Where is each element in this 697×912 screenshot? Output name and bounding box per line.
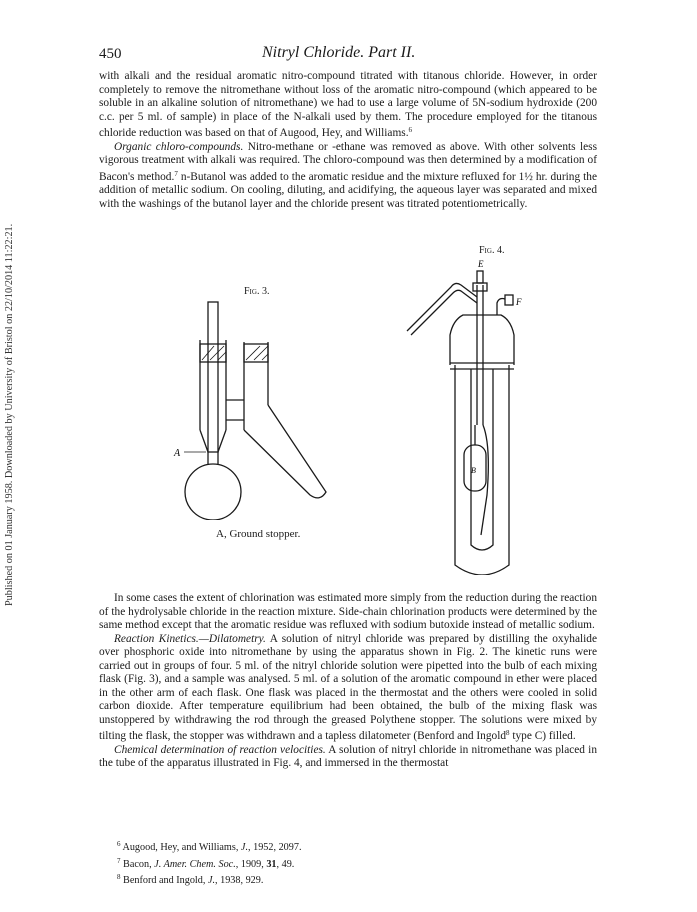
figure-3-caption: A, Ground stopper. bbox=[216, 528, 301, 540]
paragraph-dilatometry: Reaction Kinetics.—Dilatometry. A solution of nitryl chloride was prepared by distilling the oxyhalide over phosphoric oxide into nitromethane by using the apparatus shown in Fig. 2. The kinetic runs were carried out in groups of four. 5 ml. of the nitryl chloride solution were pipetted into the bulb of each mixing flask (Fig. 3), and a sample was analysed. 5 ml. of a solution of the aromatic compound in ether were placed in the other arm of each flask. One flask was placed in the thermostat and the others were cooled in solid carbon dioxide. After temperature equilibrium had been obtained, the bulb of the mixing flask was unstoppered by withdrawing the rod through the greased Polythene stopper. The solutions were mixed by tilting the flask, the stopper was withdrawn and a tapless dilatometer (Benford and Ingold$^8$ type C) filled. bbox=[99, 632, 597, 742]
footnote-8: $^8$ Benford and Ingold, J., 1938, 929. bbox=[117, 873, 264, 887]
section-heading: Chemical determination of reaction velocities. bbox=[114, 743, 326, 756]
paragraph-chloro-compounds: Organic chloro-compounds. Nitro-methane or -ethane was removed as above. With other solvents less vigorous treatment with alkali was required. The chloro-compound was then determined by a modification of Bacon's method.$^7$ n-Butanol was added to the aromatic residue and the mixture refluxed for 1½ hr. during the addition of metallic sodium. On cooling, diluting, and acidifying, the aqueous layer was separated and mixed with the washings of the butanol layer and the chloride present was titrated potentiometrically. bbox=[99, 140, 597, 210]
footnotes bbox=[117, 838, 301, 888]
paragraph-chlorination-estimate: In some cases the extent of chlorination was estimated more simply from the reduction during the reaction of the hydrolysable chloride in the reaction mixture. Side-chain chlorination products were determined by the same method except that the aromatic residue was refluxed with sodium butoxide instead of metallic sodium. bbox=[99, 592, 597, 631]
section-heading: Organic chloro-compounds. bbox=[114, 140, 244, 153]
paragraph-titanous-reduction: with alkali and the residual aromatic nitro-compound titrated with titanous chloride. However, in order completely to remove the nitromethane without loss of the aromatic nitro-compound (which appeared to be soluble in an alkaline solution of nitromethane) we had to use a large volume of 5N-sodium hydroxide (200 c.c. per 5 ml. of sample) in place of the N-alkali used by them. The procedure employed for the titanous chloride reduction was based on that of Augood, Hey, and Williams.$^6$ bbox=[99, 70, 597, 139]
footnote-ref: 7 bbox=[174, 169, 178, 178]
top-text-block bbox=[99, 70, 597, 211]
label-f: F bbox=[516, 297, 522, 307]
running-title: Nitryl Chloride. Part II. bbox=[262, 44, 416, 61]
label-a: A bbox=[174, 448, 181, 459]
footnote-ref: 6 bbox=[408, 126, 413, 134]
figure-4 bbox=[395, 245, 555, 590]
footnote-7: $^7$ Bacon, J. Amer. Chem. Soc., 1909, 31, 49. bbox=[117, 856, 295, 870]
section-heading: Reaction Kinetics.—Dilatometry. bbox=[114, 632, 266, 645]
mixing-flask-drawing bbox=[170, 280, 370, 520]
reaction-vessel-drawing bbox=[395, 245, 555, 575]
figure-3 bbox=[170, 280, 370, 550]
download-watermark-text: Published on 01 January 1958. Downloaded by University of Bristol on 22/10/2014 11:22:21. bbox=[4, 223, 15, 606]
bottom-text-block bbox=[99, 592, 597, 771]
page-number: 450 bbox=[99, 46, 122, 62]
label-e: E bbox=[478, 259, 484, 269]
download-watermark bbox=[4, 86, 16, 606]
paragraph-chemical-determination: Chemical determination of reaction velocities. A solution of nitryl chloride in nitromethane was placed in the tube of the apparatus illustrated in Fig. 4, and immersed in the thermostat bbox=[99, 743, 597, 769]
footnote-6: $^6$ Augood, Hey, and Williams, J., 1952, 2097. bbox=[117, 840, 302, 853]
figure-3-title: Fig. 3. bbox=[244, 286, 270, 297]
figure-4-title: Fig. 4. bbox=[479, 245, 505, 256]
footnote-ref: 8 bbox=[506, 729, 510, 737]
label-b: B bbox=[471, 466, 476, 475]
